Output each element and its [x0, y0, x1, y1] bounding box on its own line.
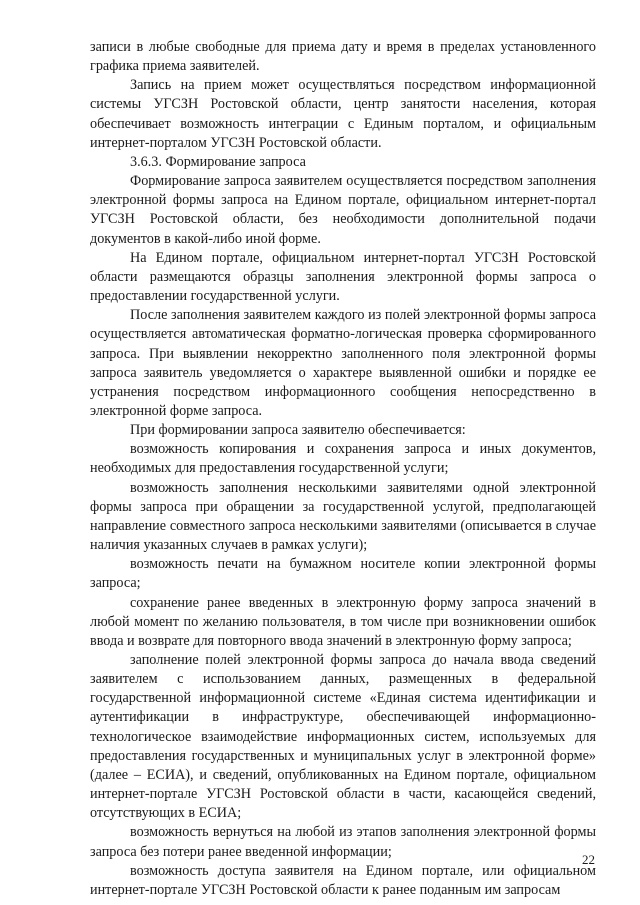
paragraph: заполнение полей электронной формы запроса до начала ввода сведений заявителем с использованием данных, размещенных в федеральной государственной информационной системе «Единая система идентификации и аутентификации в инфраструктуре, обеспечивающей информационно-технологическое взаимодействие информационных систем, используемых для предоставления государственных и муниципальных услуг в электронной форме» (далее – ЕСИА), и сведений, опубликованных на Едином портале, официальном интернет-портале УГСЗН Ростовской области в части, касающейся сведений, отсутствующих в ЕСИА; [90, 652, 596, 822]
paragraph: сохранение ранее введенных в электронную форму запроса значений в любой момент по желанию пользователя, в том числе при возникновении ошибок ввода и возврате для повторного ввода значений в электронную форму запроса; [90, 594, 596, 649]
paragraph: возможность копирования и сохранения запроса и иных документов, необходимых для предоставления государственной услуги; [90, 441, 596, 477]
paragraph: 3.6.3. Формирование запроса [130, 153, 306, 170]
paragraph: возможность доступа заявителя на Едином портале, или официальном интернет-портале УГСЗН Ростовской области к ранее поданным им запросам [90, 862, 596, 898]
paragraph: Формирование запроса заявителем осуществляется посредством заполнения электронной формы запроса на Едином портале, официальном интернет-портал УГСЗН Ростовской области, без необходимости дополнительной подачи документов в какой-либо иной форме. [90, 173, 596, 247]
document-body [90, 38, 596, 900]
paragraph: возможность заполнения несколькими заявителями одной электронной формы запроса при обращении за государственной услугой, предполагающей направление совместного запроса несколькими заявителями (описывается в случае наличия указанных случаев в рамках услуги); [90, 479, 596, 554]
paragraph: При формировании запроса заявителю обеспечивается: [130, 422, 466, 439]
page-number: 22 [582, 852, 595, 867]
paragraph: Запись на прием может осуществляться посредством информационной системы УГСЗН Ростовской области, центр занятости населения, которая обеспечивает возможность интеграции с Единым порталом, и официальным интернет-порталом УГСЗН Ростовской области. [90, 77, 596, 151]
paragraph: записи в любые свободные для приема дату и время в пределах установленного графика приема заявителей. [90, 39, 596, 75]
paragraph: возможность печати на бумажном носителе копии электронной формы запроса; [90, 556, 596, 592]
paragraph: На Едином портале, официальном интернет-портал УГСЗН Ростовской области размещаются образцы заполнения электронной формы запроса о предоставлении государственной услуги. [90, 249, 596, 305]
paragraph: После заполнения заявителем каждого из полей электронной формы запроса осуществляется автоматическая форматно-логическая проверка сформированного запроса. При выявлении некорректно заполненного поля электронной формы запроса заявитель уведомляется о характере выявленной ошибки и порядке ее устранения посредством информационного сообщения непосредственно в электронной форме запроса. [90, 307, 596, 419]
paragraph: возможность вернуться на любой из этапов заполнения электронной формы запроса без потери ранее введенной информации; [90, 824, 596, 860]
